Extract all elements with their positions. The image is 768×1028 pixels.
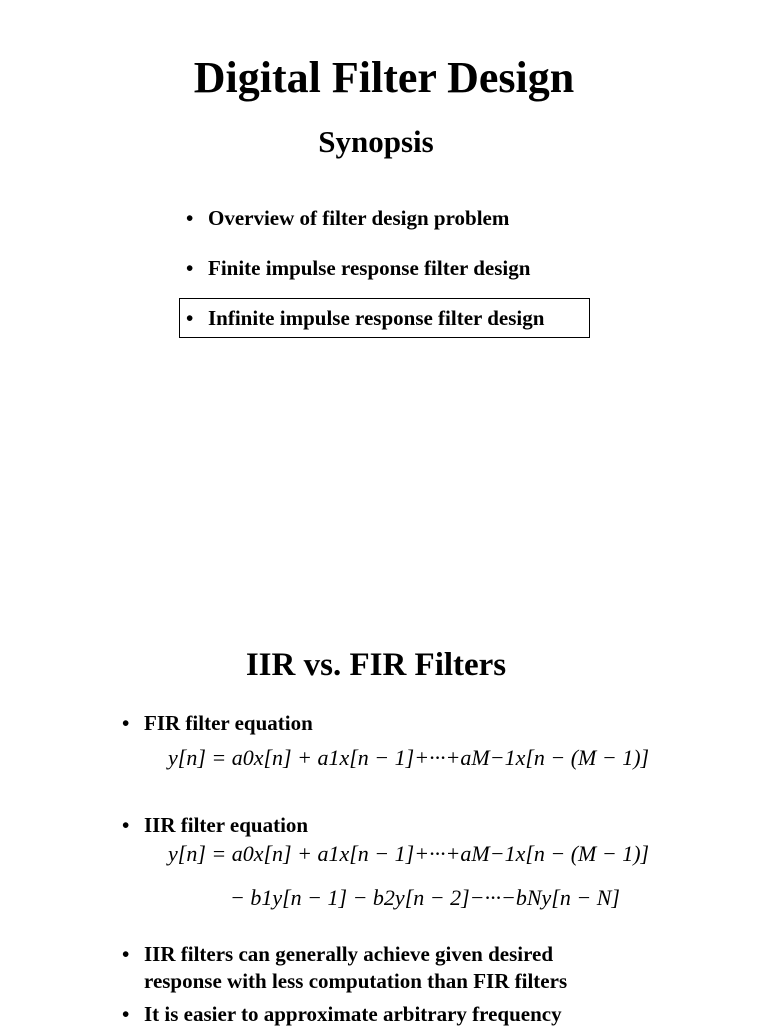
fir-label: FIR filter equation: [144, 711, 313, 735]
iir-advantage-line-2: response with less computation than FIR filters: [144, 969, 568, 993]
page-title: Digital Filter Design: [193, 53, 575, 102]
synopsis-item-label: Infinite impulse response filter design: [208, 306, 545, 330]
bullet-icon: •: [186, 256, 194, 280]
synopsis-item-iir: [186, 304, 544, 332]
synopsis-item-label: Finite impulse response filter design: [208, 256, 531, 280]
iir-equation-heading: [122, 811, 308, 839]
iir-label: IIR filter equation: [144, 813, 309, 837]
iir-advantage-point: [122, 941, 567, 995]
bullet-icon: •: [122, 813, 130, 837]
page-subtitle: Synopsis: [318, 124, 434, 159]
iir-equation-line-2-text: − b1y[n − 1] − b2y[n − 2]−···−bNy[n − N]: [230, 885, 620, 910]
fir-equation-text: y[n] = a0x[n] + a1x[n − 1]+···+aM−1x[n − (M − 1)]: [168, 745, 650, 770]
bullet-icon: •: [122, 1002, 130, 1026]
easier-point-text: It is easier to approximate arbitrary frequency: [144, 1002, 562, 1026]
fir-equation: [168, 744, 649, 772]
synopsis-item-label: Overview of filter design problem: [208, 206, 510, 230]
iir-equation-line-2: [230, 884, 620, 912]
bullet-icon: •: [122, 942, 130, 966]
fir-equation-heading: [122, 709, 313, 737]
iir-advantage-line-1: IIR filters can generally achieve given desired: [144, 942, 554, 966]
iir-equation-line-1: [168, 840, 649, 868]
bullet-icon: •: [122, 711, 130, 735]
bullet-icon: •: [186, 206, 194, 230]
section-title: IIR vs. FIR Filters: [245, 647, 507, 683]
iir-equation-line-1-text: y[n] = a0x[n] + a1x[n − 1]+···+aM−1x[n − (M − 1)]: [168, 841, 650, 866]
bullet-icon: •: [186, 306, 194, 330]
synopsis-item-fir: [186, 254, 530, 282]
synopsis-item-overview: [186, 204, 509, 232]
